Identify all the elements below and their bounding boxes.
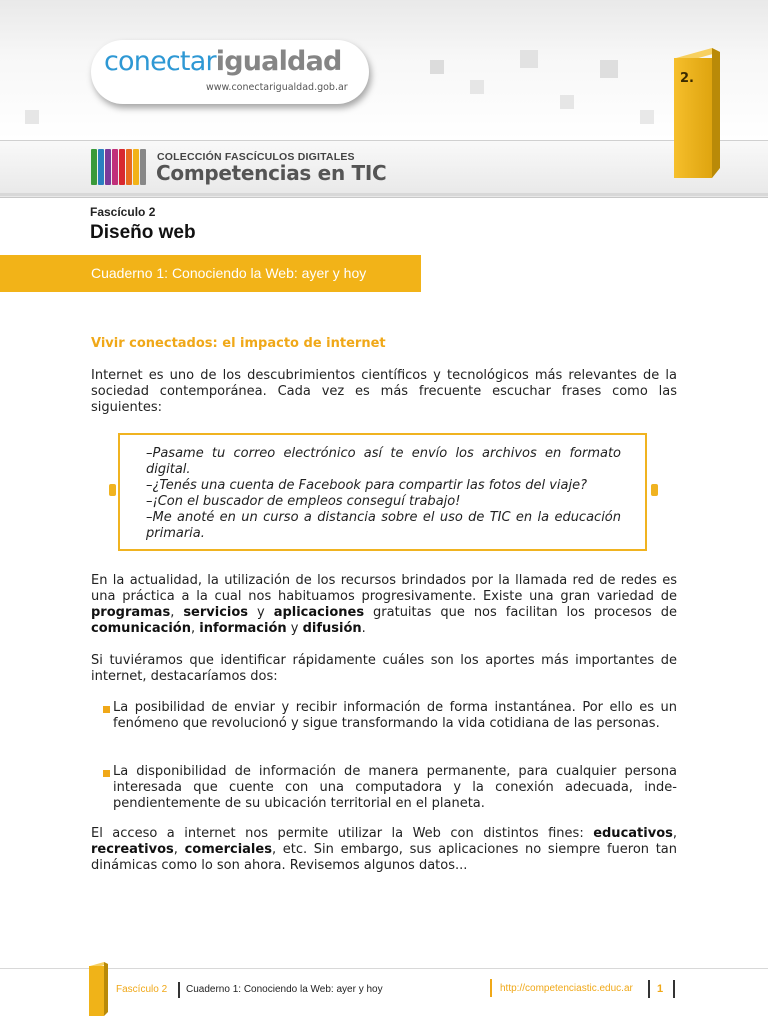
footer-cuaderno: Cuaderno 1: Conociendo la Web: ayer y hoy (186, 984, 383, 995)
conectar-igualdad-logo: conectarigualdad (104, 46, 342, 77)
cuaderno-title: Cuaderno 1: Conociendo la Web: ayer y hoy (91, 265, 367, 281)
books-icon (91, 149, 147, 185)
bullet-marker (103, 706, 110, 713)
quote-line: –Pasame tu correo electrónico así te envío los archivos en formato digital. (146, 446, 621, 477)
footer-book-icon (88, 960, 110, 1018)
band-divider (0, 193, 768, 196)
quote-line: –¿Tenés una cuenta de Facebook para compartir las fotos del viaje? (146, 478, 587, 493)
footer-separator (648, 980, 650, 998)
quote-line: –Me anoté en un curso a distancia sobre el uso de TIC en la educación primaria. (146, 510, 621, 541)
intro-paragraph: Internet es uno de los descubrimientos científicos y tecnológicos más relevantes de la sociedad contemporánea. Cada vez es más frecuente escuchar frases como las siguientes: (91, 368, 677, 415)
bullet-item: La disponibilidad de información de manera permanente, para cualquier persona interesada que cuente con una computadora y la conexión adecuada, independientemente de su ubicación territorial en el planeta. (113, 764, 677, 811)
fascicle-book-icon (672, 42, 724, 182)
bullet-item: La posibilidad de enviar y recibir información de forma instantánea. Por ello es un fenómeno que revolucionó y sigue transformando la vida cotidiana de las personas. (113, 700, 677, 731)
contributions-paragraph: Si tuviéramos que identificar rápidamente cuáles son los aportes más importantes de internet, destacaríamos dos: (91, 653, 677, 684)
footer-separator (178, 982, 180, 998)
logo-url: www.conectarigualdad.gob.ar (206, 82, 348, 93)
fascicle-label: Fascículo 2 (90, 205, 156, 219)
uses-paragraph: El acceso a internet nos permite utilizar la Web con distintos fines: educativos, recreativos, comerciales, etc. Sin embargo, sus aplicaciones no siempre fueron tan dinámicas como lo son ahora. Revisemos algunos datos... (91, 826, 678, 873)
collection-subtitle: Competencias en TIC (156, 161, 387, 185)
resources-paragraph: En la actualidad, la utilización de los recursos brindados por la llamada red de redes es una práctica a la cual nos habituamos progresivamente. Existe una gran variedad de programas, servicios y aplicaciones gratuitas que nos facilitan los procesos de comunicación, información y difusión. (91, 573, 677, 636)
svg-text:2.: 2. (680, 71, 694, 86)
footer-separator (490, 979, 492, 997)
collection-title: COLECCIÓN FASCÍCULOS DIGITALES (157, 151, 355, 163)
section-title: Vivir conectados: el impacto de internet (91, 336, 386, 351)
bullet-marker (103, 770, 110, 777)
page-number: 1 (657, 983, 664, 995)
fascicle-title: Diseño web (90, 222, 196, 243)
footer-url-link[interactable]: http://competenciastic.educ.ar (500, 983, 633, 994)
quote-box-left-marker (109, 484, 116, 496)
quote-box-right-marker (651, 484, 658, 496)
footer-divider (0, 968, 768, 969)
quote-line: –¡Con el buscador de empleos conseguí trabajo! (146, 494, 461, 509)
footer-fascicle: Fascículo 2 (116, 984, 168, 995)
quote-list (146, 446, 621, 542)
footer-separator (673, 980, 675, 998)
